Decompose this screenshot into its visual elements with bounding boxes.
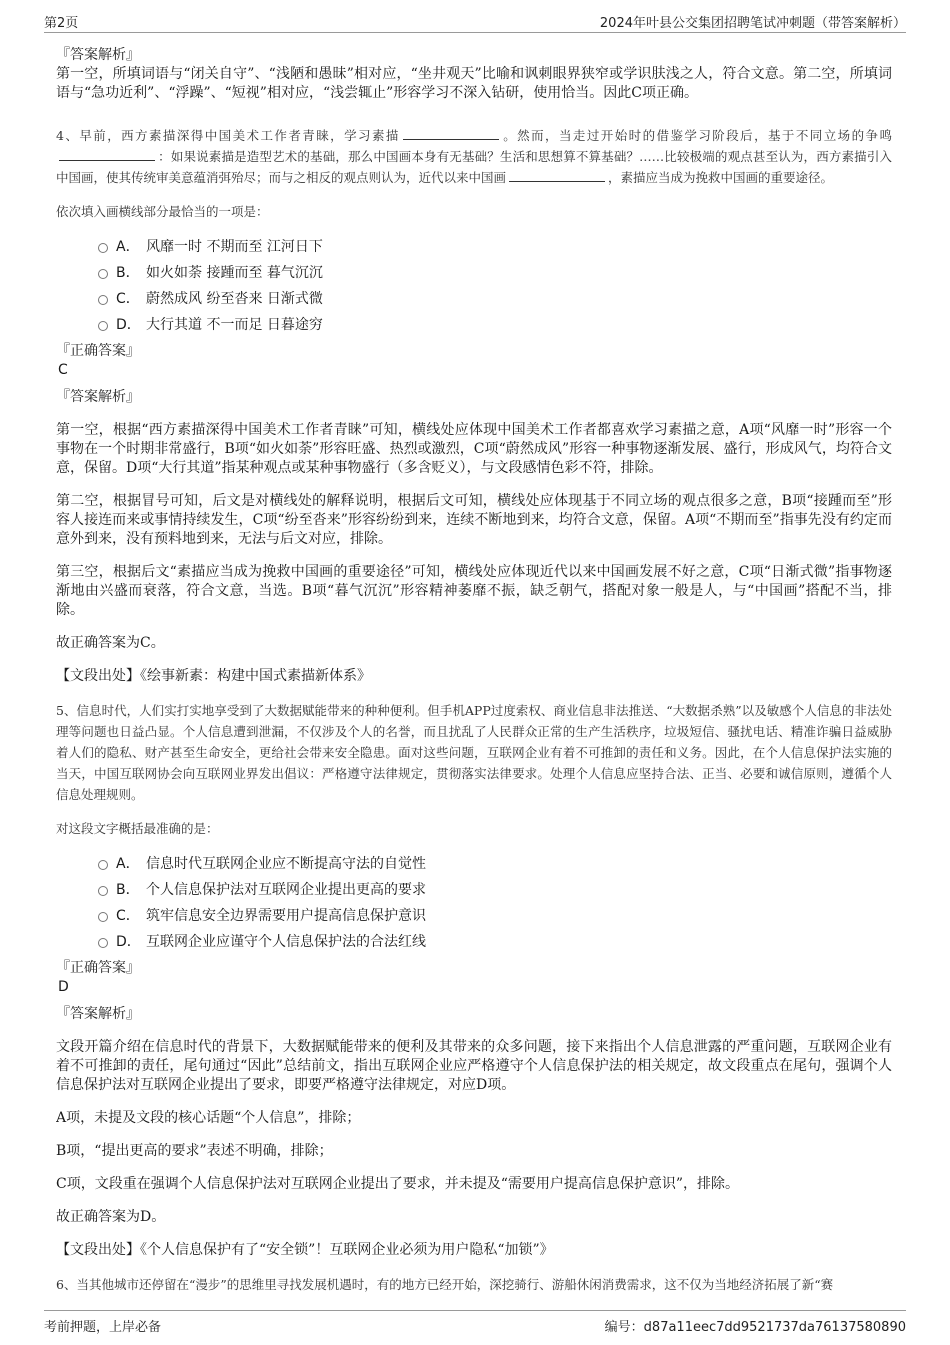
blank-3: [509, 169, 605, 182]
q5-option-c[interactable]: C． 筑牢信息安全边界需要用户提高信息保护意识: [56, 903, 892, 929]
page-number: 第2页: [44, 16, 79, 31]
q4-option-b[interactable]: B． 如火如荼 接踵而至 暮气沉沉: [56, 260, 892, 286]
document-title: 2024年叶县公交集团招聘笔试冲刺题（带答案解析）: [599, 16, 906, 31]
radio-icon[interactable]: [98, 886, 108, 896]
q5-source: 【文段出处】《个人信息保护有了“安全锁”！互联网企业必须为用户隐私“加锁”》: [56, 1242, 554, 1258]
analysis-label: 『答案解析』: [56, 389, 140, 405]
document-id: 编号：d87a11eec7dd9521737da76137580890: [604, 1320, 906, 1335]
q5-option-b[interactable]: B． 个人信息保护法对互联网企业提出更高的要求: [56, 877, 892, 903]
page-header: [44, 10, 906, 33]
analysis-label: 『答案解析』: [56, 1006, 140, 1022]
q5-option-a[interactable]: A． 信息时代互联网企业应不断提高守法的自觉性: [56, 851, 892, 877]
q4-option-d[interactable]: D． 大行其道 不一而足 日暮途穷: [56, 312, 892, 338]
question-4-stem: 4、早前，西方素描深得中国美术工作者青睐，学习素描 。然而，当走过开始时的借鉴学习阶段后，基于不同立场的争鸣：如果说素描是造型艺术的基础，那么中国画本身有无基础？生活和思想算不算基础？……比较极端的观点甚至认为，西方素描引入中国画，使其传统审美意蕴消弭殆尽；而与之相反的观点则认为，近代以来中国画 ，素描应当成为挽救中国画的重要途径。: [56, 128, 892, 185]
q5-conclusion: 故正确答案为D。: [56, 1209, 166, 1225]
q4-analysis-2: 第二空，根据冒号可知，后文是对横线处的解释说明，根据后文可知，横线处应体现基于不同立场的观点很多之意，B项“接踵而至”形容人接连而来或事情持续发生，C项“纷至沓来”形容纷纷到来，连续不断地到来，均符合文意，保留。A项“不期而至”指事先没有约定而意外到来，没有预料地到来，无法与后文对应，排除。: [56, 493, 892, 547]
q4-option-c[interactable]: C． 蔚然成风 纷至沓来 日渐式微: [56, 286, 892, 312]
q5-option-d[interactable]: D． 互联网企业应谨守个人信息保护法的合法红线: [56, 929, 892, 955]
question-5-options: [56, 851, 892, 955]
prev-analysis: 第一空，所填词语与“闭关自守”、“浅陋和愚昧”相对应，“坐井观天”比喻和讽刺眼界狭窄或学识肤浅之人，符合文意。第二空，所填词语与“急功近利”、“浮躁”、“短视”相对应，“浅尝辄止”形容学习不深入钻研，使用恰当。因此C项正确。: [56, 66, 892, 101]
q5-analysis-b: B项，“提出更高的要求”表述不明确，排除；: [56, 1143, 333, 1159]
analysis-label: 『答案解析』: [56, 47, 140, 63]
q4-analysis-1: 第一空，根据“西方素描深得中国美术工作者青睐”可知，横线处应体现中国美术工作者都喜欢学习素描之意，A项“风靡一时”形容一个事物在一个时期非常盛行，B项“如火如荼”形容旺盛、热烈或激烈，C项“蔚然成风”形容一种事物逐渐发展、盛行，形成风气，均符合文意，保留。D项“大行其道”指某种观点或某种事物盛行（多含贬义），与文段感情色彩不符，排除。: [56, 422, 892, 476]
radio-icon[interactable]: [98, 243, 108, 253]
footer-slogan: 考前押题，上岸必备: [44, 1320, 162, 1335]
blank-2: [59, 148, 155, 161]
q4-conclusion: 故正确答案为C。: [56, 635, 165, 651]
radio-icon[interactable]: [98, 321, 108, 331]
question-4-prompt: 依次填入画横线部分最恰当的一项是：: [56, 204, 269, 219]
page-footer: [44, 1310, 906, 1337]
radio-icon[interactable]: [98, 269, 108, 279]
q5-analysis-c: C项，文段重在强调个人信息保护法对互联网企业提出了要求，并未提及“需要用户提高信息保护意识”，排除。: [56, 1176, 740, 1192]
correct-answer-label: 『正确答案』: [56, 960, 140, 976]
question-4-options: [56, 234, 892, 338]
q4-analysis-3: 第三空，根据后文“素描应当成为挽救中国画的重要途径”可知，横线处应体现近代以来中国画发展不好之意，C项“日渐式微”指事物逐渐地由兴盛而衰落，符合文意，当选。B项“暮气沉沉”形容精神萎靡不振，缺乏朝气，搭配对象一般是人，与“中国画”搭配不当，排除。: [56, 564, 892, 618]
q4-source: 【文段出处】《绘事新素：构建中国式素描新体系》: [56, 668, 371, 684]
radio-icon[interactable]: [98, 295, 108, 305]
blank-1: [403, 127, 499, 140]
q5-analysis-1: 文段开篇介绍在信息时代的背景下，大数据赋能带来的便利及其带来的众多问题，接下来指出个人信息泄露的严重问题，互联网企业有着不可推卸的责任，尾句通过“因此”总结前文，指出互联网企业应严格遵守个人信息保护法的相关规定，故文段重点在尾句，强调个人信息保护法对互联网企业提出了要求，即要严格遵守法律规定，对应D项。: [56, 1039, 892, 1093]
correct-answer-label: 『正确答案』: [56, 343, 140, 359]
question-5-prompt: 对这段文字概括最准确的是：: [56, 821, 219, 836]
radio-icon[interactable]: [98, 938, 108, 948]
question-6-stem: 6、当其他城市还停留在“漫步”的思维里寻找发展机遇时，有的地方已经开始，深挖骑行、游船休闲消费需求，这不仅为当地经济拓展了新“赛: [56, 1277, 834, 1292]
radio-icon[interactable]: [98, 860, 108, 870]
radio-icon[interactable]: [98, 912, 108, 922]
question-5-stem: 5、信息时代，人们实打实地享受到了大数据赋能带来的种种便利。但手机APP过度索权、商业信息非法推送、“大数据杀熟”以及敏感个人信息的非法处理等问题也日益凸显。个人信息遭到泄漏，不仅涉及个人的名誉，而且扰乱了人民群众正常的生产生活秩序，垃圾短信、骚扰电话、精准诈骗日益威胁着人们的隐私、财产甚至生命安全，更给社会带来安全隐患。面对这些问题，互联网企业有着不可推卸的责任和义务。因此，在个人信息保护法实施的当天，中国互联网协会向互联网业界发出倡议：严格遵守法律规定，贯彻落实法律要求。处理个人信息应坚持合法、正当、必要和诚信原则，遵循个人信息处理规则。: [56, 703, 892, 802]
page-content: [56, 46, 892, 1302]
q4-option-a[interactable]: A． 风靡一时 不期而至 江河日下: [56, 234, 892, 260]
q4-correct-answer: C: [58, 362, 68, 378]
q5-analysis-a: A项，未提及文段的核心话题“个人信息”，排除；: [56, 1110, 361, 1126]
q5-correct-answer: D: [58, 979, 69, 995]
